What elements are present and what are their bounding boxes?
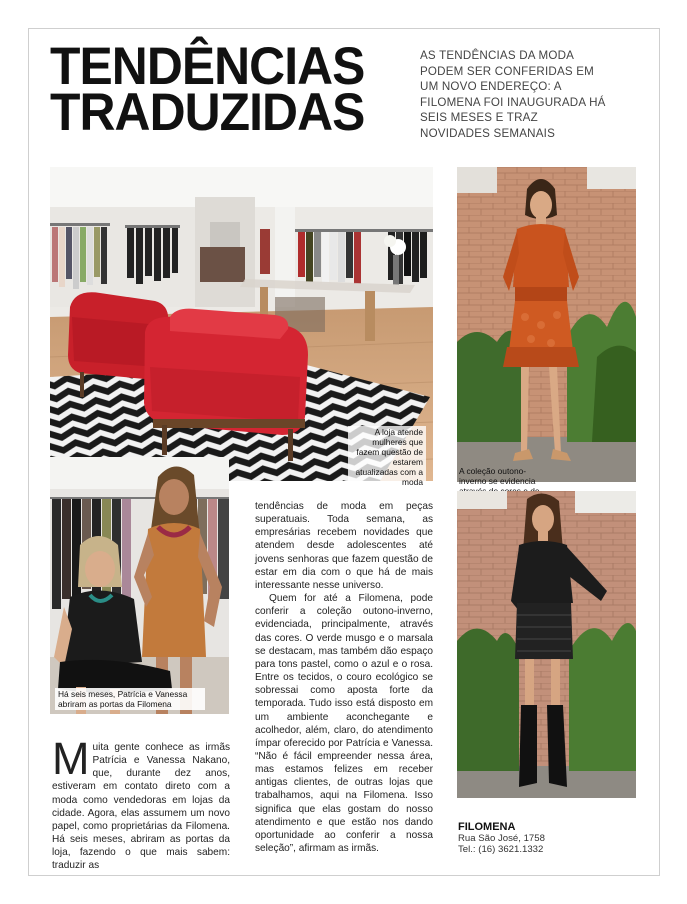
store-photo-caption: A loja atende mulheres que fazem questão de estarem atualizadas com a moda xyxy=(348,426,426,488)
drop-cap: M xyxy=(52,733,90,784)
headline xyxy=(50,37,379,142)
headline-line-2: TRADUZIDAS xyxy=(50,83,365,142)
article-paragraph-1: tendências de moda em peças superatuais. Toda semana, as empresárias recebem novidades que atendem desde adolescentes até jovens senhoras que fazem questão de estar em dia com o que há de mais interessante nesse universo. xyxy=(255,501,433,591)
article-column-middle xyxy=(255,500,433,855)
article-column-left xyxy=(52,733,230,873)
black-outfit-photo xyxy=(457,491,636,798)
deck-text: AS TENDÊNCIAS DA MODA PODEM SER CONFERIDAS EM UM NOVO ENDEREÇO: A FILOMENA FOI INAUGURADA HÁ SEIS MESES E TRAZ NOVIDADES SEMANAIS xyxy=(420,49,606,140)
dress-photo-caption: A coleção outono-inverno se evidencia xyxy=(459,466,536,486)
article-paragraph-intro xyxy=(52,733,230,873)
store-name: FILOMENA xyxy=(458,821,516,833)
owners-photo xyxy=(50,457,229,714)
headline-line-1: TENDÊNCIAS xyxy=(50,37,365,96)
article-paragraph-2: Quem for até a Filomena, pode conferir a coleção outono-inverno, evidenciada, principalmente, através das cores. O verde musgo e o marsala se destacam, mas também dão espaço para tons pastel, como o azul e o rosa. Entre os tecidos, o couro ecológico se sobressai como aposta forte da temporada. Tudo isso está disposto em um ambiente aconchegante e acolhedor, além, claro, do atendimento ímpar oferecido por Patrícia e Vanessa. “Não é fácil empreender nessa área, mas estamos felizes em receber antigas clientes, de outras lojas que trabalhamos, aqui na Filomena. Isso significa que elas gostam do nosso atendimento e que estão nos dando oportunidade ao conferir a nossa seleção”, afirmam as irmãs. xyxy=(255,593,433,855)
orange-dress-photo xyxy=(457,167,636,482)
store-phone: Tel.: (16) 3621.1332 xyxy=(458,844,544,856)
owners-photo-caption: Há seis meses, Patrícia e Vanessa abriram as portas da Filomena xyxy=(55,688,205,710)
store-info-box xyxy=(458,822,598,856)
article-intro-text: uita gente conhece as irmãs Patrícia e Vanessa Nakano, que, durante dez anos, estiveram em contato direto com a moda como vendedoras em lojas da cidade. Agora, elas assumem um novo papel, como proprietárias da Filomena. Há seis meses, abriram as portas da loja, fazendo o que mais sabem: traduzir as xyxy=(52,742,230,872)
store-address: Rua São José, 1758 xyxy=(458,833,545,845)
